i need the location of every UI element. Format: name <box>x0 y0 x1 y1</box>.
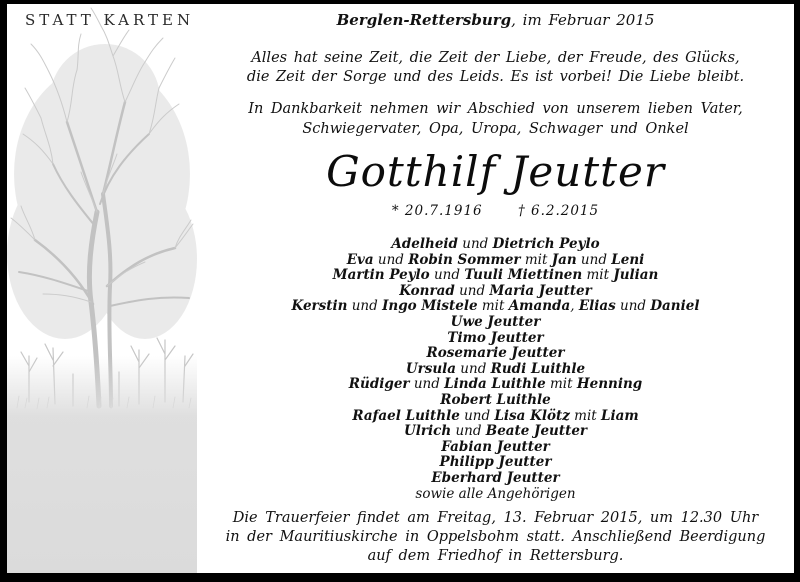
funeral-line: Die Trauerfeier findet am Freitag, 13. Februar 2015, um 12.30 Uhr <box>232 510 759 526</box>
family-line: Philipp Jeutter <box>439 454 552 471</box>
family-line: Ulrich und Beate Jeutter <box>403 423 588 440</box>
dateline-place: Berglen-Rettersburg <box>336 11 512 29</box>
family-section <box>197 237 794 502</box>
funeral-line: auf dem Friedhof in Rettersburg. <box>367 548 624 564</box>
family-line: Fabian Jeutter <box>441 438 550 455</box>
family-list <box>197 237 794 487</box>
family-line: Uwe Jeutter <box>450 313 541 330</box>
dateline-date: , im Februar 2015 <box>511 11 655 29</box>
family-line: Rafael Luithle und Lisa Klötz mit Liam <box>352 407 639 424</box>
family-line: Rosemarie Jeutter <box>426 345 565 362</box>
notice-paper <box>7 4 794 573</box>
funeral-details <box>197 509 794 566</box>
family-line: Timo Jeutter <box>447 329 544 346</box>
family-line: Ursula und Rudi Luithle <box>405 360 586 377</box>
left-artwork-column <box>7 4 197 573</box>
family-line: Eva und Robin Sommer mit Jan und Leni <box>346 251 645 268</box>
family-line: Konrad und Maria Jeutter <box>399 282 592 299</box>
family-line: Rüdiger und Linda Luithle mit Henning <box>348 376 643 393</box>
poem-line: die Zeit der Sorge und des Leids. Es ist vorbei! Die Liebe bleibt. <box>246 69 745 85</box>
statt-karten-label: STATT KARTEN <box>25 11 195 29</box>
birth-date: * 20.7.1916 <box>391 203 483 219</box>
funeral-line: in der Mauritiuskirche in Oppelsbohm statt. Anschließend Beerdigung <box>225 529 766 545</box>
intro-line: In Dankbarkeit nehmen wir Abschied von unserem lieben Vater, <box>248 101 743 117</box>
family-line: Kerstin und Ingo Mistele mit Amanda, Elias und Daniel <box>291 298 700 315</box>
notice-text-column <box>197 4 794 573</box>
family-line: Martin Peylo und Tuuli Miettinen mit Julian <box>332 267 659 284</box>
family-line: Robert Luithle <box>440 391 551 408</box>
life-dates <box>197 203 794 219</box>
family-line: Adelheid und Dietrich Peylo <box>391 236 600 252</box>
death-date: † 6.2.2015 <box>517 203 600 219</box>
intro-line: Schwiegervater, Opa, Uropa, Schwager und Onkel <box>302 121 689 137</box>
family-line: Eberhard Jeutter <box>431 469 560 486</box>
poem-line: Alles hat seine Zeit, die Zeit der Liebe, der Freude, des Glücks, <box>251 50 740 66</box>
intro-paragraph <box>197 99 794 139</box>
dateline <box>197 11 794 29</box>
deceased-name: Gotthilf Jeutter <box>326 147 665 196</box>
poem-verse <box>197 49 794 87</box>
tree-silhouette-image <box>7 4 197 573</box>
closing-line: sowie alle Angehörigen <box>415 485 576 502</box>
